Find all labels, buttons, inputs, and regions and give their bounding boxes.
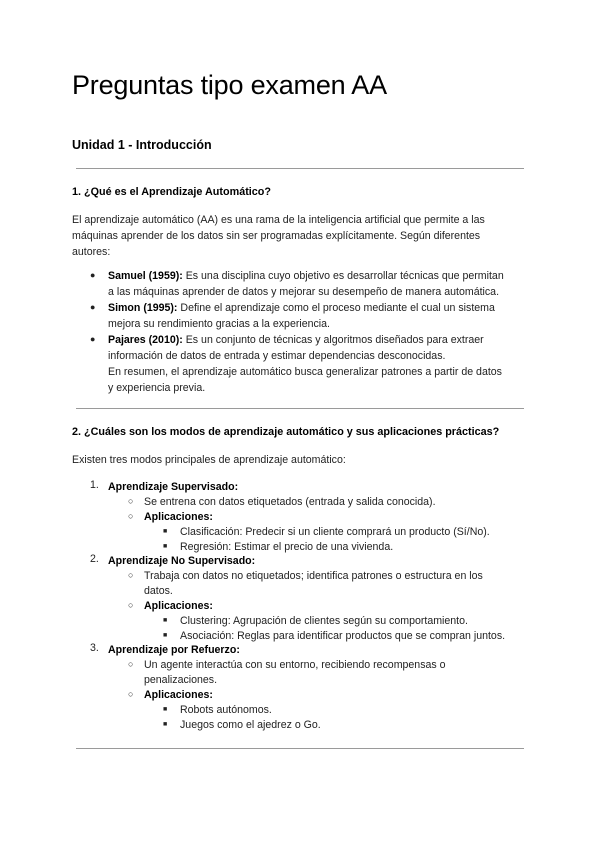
app-item: Robots autónomos. — [180, 704, 272, 716]
circle-bullet-icon: ○ — [128, 600, 134, 610]
mode-desc: Se entrena con datos etiquetados (entrada y salida conocida). — [144, 496, 436, 508]
square-bullet-icon: ■ — [163, 617, 168, 624]
unit-heading — [72, 138, 212, 152]
circle-bullet-icon: ○ — [128, 689, 134, 699]
mode-desc: datos. — [144, 585, 173, 597]
square-bullet-icon: ■ — [163, 632, 168, 639]
circle-bullet-icon: ○ — [128, 511, 134, 521]
bullet-dot-icon: ● — [90, 302, 96, 312]
circle-bullet-icon: ○ — [128, 570, 134, 580]
page-title: Preguntas tipo examen AA — [72, 70, 387, 100]
question-2-title: 2. ¿Cuáles son los modos de aprendizaje automático y sus aplicaciones prácticas? — [72, 426, 500, 438]
list-number: 2. — [90, 553, 99, 565]
mode-desc: Un agente interactúa con su entorno, recibiendo recompensas o — [144, 659, 446, 671]
author-label: Samuel (1959): — [108, 270, 183, 282]
mode-reinforcement-title: Aprendizaje por Refuerzo: — [108, 644, 240, 656]
apps-label: Aplicaciones: — [144, 689, 213, 701]
list-number: 3. — [90, 642, 99, 654]
q1-bullet-pajares — [108, 332, 484, 348]
bullet-dot-icon: ● — [90, 334, 96, 344]
q1-bullet-line: a las máquinas aprender de datos y mejorar su desempeño de manera automática. — [108, 286, 500, 298]
q1-intro-line: máquinas aprender de los datos sin ser programadas explícitamente. Según diferentes — [72, 230, 481, 242]
square-bullet-icon: ■ — [163, 543, 168, 550]
q1-intro-line: El aprendizaje automático (AA) es una rama de la inteligencia artificial que permite a las — [72, 214, 485, 226]
divider — [76, 408, 524, 409]
apps-label: Aplicaciones: — [144, 511, 213, 523]
author-label: Simon (1995): — [108, 302, 178, 314]
q1-bullet-line: y experiencia previa. — [108, 382, 206, 394]
q1-bullet-line: mejora su rendimiento gracias a la experiencia. — [108, 318, 330, 330]
mode-unsupervised-title: Aprendizaje No Supervisado: — [108, 555, 256, 567]
mode-desc: penalizaciones. — [144, 674, 218, 686]
list-number: 1. — [90, 479, 99, 491]
divider — [76, 748, 524, 749]
circle-bullet-icon: ○ — [128, 659, 134, 669]
divider — [76, 168, 524, 169]
apps-label: Aplicaciones: — [144, 600, 213, 612]
bullet-dot-icon: ● — [90, 270, 96, 280]
app-item: Regresión: Estimar el precio de una vivienda. — [180, 541, 394, 553]
app-item: Clustering: Agrupación de clientes según su comportamiento. — [180, 615, 468, 627]
unit-name: - Introducción — [124, 138, 212, 152]
square-bullet-icon: ■ — [163, 721, 168, 728]
q1-bullet-line: En resumen, el aprendizaje automático busca generalizar patrones a partir de datos — [108, 366, 502, 378]
app-item: Asociación: Reglas para identificar productos que se compran juntos. — [180, 630, 506, 642]
author-text: Es una disciplina cuyo objetivo es desarrollar técnicas que permitan — [182, 270, 504, 282]
author-label: Pajares (2010): — [108, 334, 183, 346]
mode-desc: Trabaja con datos no etiquetados; identifica patrones o estructura en los — [144, 570, 483, 582]
square-bullet-icon: ■ — [163, 706, 168, 713]
app-item: Juegos como el ajedrez o Go. — [180, 719, 321, 731]
q1-bullet-samuel — [108, 268, 504, 284]
unit-number: Unidad 1 — [72, 138, 125, 152]
mode-supervised-title: Aprendizaje Supervisado: — [108, 481, 239, 493]
q1-intro-line: autores: — [72, 246, 111, 258]
app-item: Clasificación: Predecir si un cliente comprará un producto (Sí/No). — [180, 526, 490, 538]
q1-bullet-simon — [108, 300, 495, 316]
square-bullet-icon: ■ — [163, 528, 168, 535]
q1-bullet-line: información de datos de entrada y estimar dependencias desconocidas. — [108, 350, 446, 362]
author-text: Define el aprendizaje como el proceso mediante el cual un sistema — [177, 302, 495, 314]
circle-bullet-icon: ○ — [128, 496, 134, 506]
q2-intro: Existen tres modos principales de aprendizaje automático: — [72, 454, 346, 466]
question-1-title: 1. ¿Qué es el Aprendizaje Automático? — [72, 186, 271, 198]
author-text: Es un conjunto de técnicas y algoritmos diseñados para extraer — [182, 334, 484, 346]
